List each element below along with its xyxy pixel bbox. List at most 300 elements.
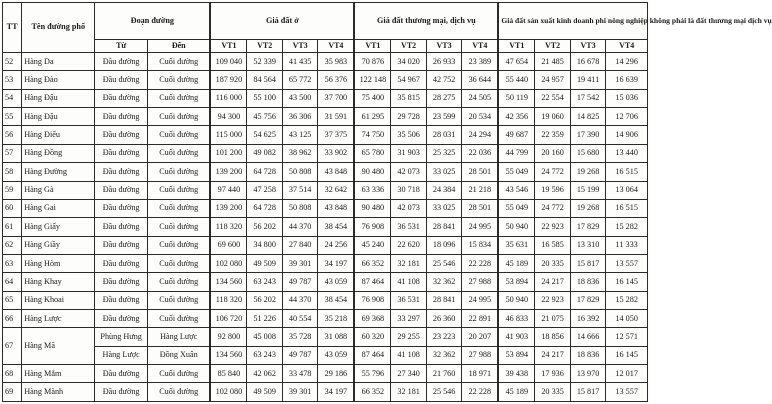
residential-vt3-cell: 50 808 bbox=[282, 163, 317, 181]
nonagri-vt1-cell: 50 940 bbox=[498, 291, 535, 309]
nonagri-vt3-cell: 17 829 bbox=[570, 291, 605, 309]
commercial-vt3-cell: 21 760 bbox=[426, 365, 461, 383]
nonagri-vt3-cell: 17 390 bbox=[570, 126, 605, 144]
street-name: Hàng Đậu bbox=[22, 89, 95, 107]
residential-vt1-cell: 102 080 bbox=[210, 254, 247, 272]
table-row bbox=[3, 163, 648, 181]
table-body bbox=[3, 53, 648, 402]
nonagri-vt1-cell: 39 438 bbox=[498, 365, 535, 383]
segment-from: Đầu đường bbox=[95, 126, 148, 144]
nonagri-vt1-cell: 42 356 bbox=[498, 108, 535, 126]
residential-vt4-cell: 37 375 bbox=[318, 126, 355, 144]
nonagri-vt2-cell: 20 160 bbox=[535, 144, 570, 162]
nonagri-vt4-cell: 16 639 bbox=[606, 71, 648, 89]
commercial-vt1-cell: 90 480 bbox=[354, 199, 391, 217]
nonagri-vt1-cell: 43 546 bbox=[498, 181, 535, 199]
street-name: Hàng Khay bbox=[22, 273, 95, 291]
table-row bbox=[3, 236, 648, 254]
commercial-vt2-cell: 35 815 bbox=[391, 89, 426, 107]
nonagri-vt3-cell: 18 836 bbox=[570, 273, 605, 291]
commercial-vt3-cell: 26 360 bbox=[426, 310, 461, 328]
header-vt1: VT1 bbox=[498, 40, 535, 53]
table-row bbox=[3, 328, 648, 346]
nonagri-vt3-cell: 15 680 bbox=[570, 144, 605, 162]
segment-to: Cuối đường bbox=[148, 383, 211, 402]
commercial-vt1-cell: 122 148 bbox=[354, 71, 391, 89]
commercial-vt2-cell: 22 620 bbox=[391, 236, 426, 254]
segment-from: Đầu đường bbox=[95, 236, 148, 254]
table-row bbox=[3, 89, 648, 107]
commercial-vt1-cell: 76 908 bbox=[354, 291, 391, 309]
header-commercial-price: Giá đất thương mại, dịch vụ bbox=[354, 3, 498, 40]
commercial-vt2-cell: 36 531 bbox=[391, 218, 426, 236]
street-name: Hàng Mắm bbox=[22, 365, 95, 383]
commercial-vt3-cell: 28 275 bbox=[426, 89, 461, 107]
segment-to: Cuối đường bbox=[148, 218, 211, 236]
commercial-vt4-cell: 27 988 bbox=[462, 346, 499, 364]
commercial-vt3-cell: 32 362 bbox=[426, 346, 461, 364]
commercial-vt1-cell: 69 368 bbox=[354, 310, 391, 328]
residential-vt4-cell: 35 983 bbox=[318, 53, 355, 71]
nonagri-vt1-cell: 53 894 bbox=[498, 273, 535, 291]
commercial-vt1-cell: 61 295 bbox=[354, 108, 391, 126]
residential-vt4-cell: 37 700 bbox=[318, 89, 355, 107]
segment-to: Cuối đường bbox=[148, 108, 211, 126]
residential-vt2-cell: 64 728 bbox=[247, 163, 282, 181]
header-vt3: VT3 bbox=[282, 40, 317, 53]
header-vt2: VT2 bbox=[247, 40, 282, 53]
residential-vt3-cell: 39 301 bbox=[282, 383, 317, 402]
nonagri-vt4-cell: 13 440 bbox=[606, 144, 648, 162]
commercial-vt1-cell: 70 876 bbox=[354, 53, 391, 71]
residential-vt1-cell: 85 840 bbox=[210, 365, 247, 383]
commercial-vt2-cell: 33 297 bbox=[391, 310, 426, 328]
commercial-vt4-cell: 22 891 bbox=[462, 310, 499, 328]
segment-from: Đầu đường bbox=[95, 383, 148, 402]
table-row bbox=[3, 108, 648, 126]
nonagri-vt3-cell: 15 817 bbox=[570, 254, 605, 272]
street-name: Hàng Lược bbox=[22, 310, 95, 328]
header-vt2: VT2 bbox=[535, 40, 570, 53]
header-street-name: Tên đường phố bbox=[22, 3, 95, 53]
commercial-vt1-cell: 45 240 bbox=[354, 236, 391, 254]
nonagri-vt2-cell: 24 772 bbox=[535, 163, 570, 181]
residential-vt2-cell: 49 082 bbox=[247, 144, 282, 162]
residential-vt3-cell: 43 500 bbox=[282, 89, 317, 107]
nonagri-vt3-cell: 13 970 bbox=[570, 365, 605, 383]
commercial-vt1-cell: 66 352 bbox=[354, 254, 391, 272]
row-number: 66 bbox=[3, 310, 22, 328]
commercial-vt1-cell: 87 464 bbox=[354, 346, 391, 364]
nonagri-vt2-cell: 24 217 bbox=[535, 346, 570, 364]
residential-vt1-cell: 92 800 bbox=[210, 328, 247, 346]
table-row bbox=[3, 126, 648, 144]
commercial-vt4-cell: 18 971 bbox=[462, 365, 499, 383]
nonagri-vt4-cell: 16 515 bbox=[606, 163, 648, 181]
table-row bbox=[3, 181, 648, 199]
residential-vt3-cell: 33 478 bbox=[282, 365, 317, 383]
nonagri-vt1-cell: 50 940 bbox=[498, 218, 535, 236]
nonagri-vt1-cell: 46 833 bbox=[498, 310, 535, 328]
segment-to: Cuối đường bbox=[148, 310, 211, 328]
nonagri-vt3-cell: 15 817 bbox=[570, 383, 605, 402]
segment-to: Cuối đường bbox=[148, 181, 211, 199]
residential-vt3-cell: 50 808 bbox=[282, 199, 317, 217]
street-name: Hàng Giầy bbox=[22, 236, 95, 254]
residential-vt1-cell: 101 200 bbox=[210, 144, 247, 162]
residential-vt1-cell: 134 560 bbox=[210, 346, 247, 364]
nonagri-vt1-cell: 35 631 bbox=[498, 236, 535, 254]
commercial-vt1-cell: 63 336 bbox=[354, 181, 391, 199]
nonagri-vt2-cell: 19 060 bbox=[535, 108, 570, 126]
residential-vt3-cell: 37 514 bbox=[282, 181, 317, 199]
segment-to: Hàng Lược bbox=[148, 328, 211, 346]
segment-from: Đầu đường bbox=[95, 53, 148, 71]
commercial-vt3-cell: 28 841 bbox=[426, 291, 461, 309]
residential-vt4-cell: 24 256 bbox=[318, 236, 355, 254]
segment-from: Đầu đường bbox=[95, 199, 148, 217]
residential-vt2-cell: 47 258 bbox=[247, 181, 282, 199]
commercial-vt2-cell: 29 255 bbox=[391, 328, 426, 346]
segment-to: Cuối đường bbox=[148, 199, 211, 217]
commercial-vt3-cell: 33 025 bbox=[426, 163, 461, 181]
commercial-vt2-cell: 36 531 bbox=[391, 291, 426, 309]
residential-vt4-cell: 43 059 bbox=[318, 273, 355, 291]
nonagri-vt1-cell: 44 799 bbox=[498, 144, 535, 162]
nonagri-vt2-cell: 16 585 bbox=[535, 236, 570, 254]
segment-from: Đầu đường bbox=[95, 108, 148, 126]
segment-from: Đầu đường bbox=[95, 365, 148, 383]
segment-from: Đầu đường bbox=[95, 144, 148, 162]
commercial-vt1-cell: 66 352 bbox=[354, 383, 391, 402]
residential-vt4-cell: 34 197 bbox=[318, 383, 355, 402]
commercial-vt2-cell: 34 020 bbox=[391, 53, 426, 71]
header-vt3: VT3 bbox=[570, 40, 605, 53]
residential-vt4-cell: 31 591 bbox=[318, 108, 355, 126]
street-name: Hàng Hòm bbox=[22, 254, 95, 272]
commercial-vt1-cell: 75 400 bbox=[354, 89, 391, 107]
residential-vt3-cell: 65 772 bbox=[282, 71, 317, 89]
residential-vt3-cell: 44 370 bbox=[282, 218, 317, 236]
residential-vt1-cell: 187 920 bbox=[210, 71, 247, 89]
row-number: 52 bbox=[3, 53, 22, 71]
nonagri-vt3-cell: 14 825 bbox=[570, 108, 605, 126]
nonagri-vt4-cell: 14 906 bbox=[606, 126, 648, 144]
header-vt2: VT2 bbox=[391, 40, 426, 53]
commercial-vt4-cell: 15 834 bbox=[462, 236, 499, 254]
nonagri-vt2-cell: 22 923 bbox=[535, 218, 570, 236]
header-vt1: VT1 bbox=[210, 40, 247, 53]
header-from: Từ bbox=[95, 40, 148, 53]
nonagri-vt3-cell: 17 542 bbox=[570, 89, 605, 107]
residential-vt3-cell: 35 728 bbox=[282, 328, 317, 346]
residential-vt4-cell: 34 197 bbox=[318, 254, 355, 272]
residential-vt4-cell: 56 376 bbox=[318, 71, 355, 89]
commercial-vt4-cell: 22 228 bbox=[462, 383, 499, 402]
residential-vt2-cell: 54 625 bbox=[247, 126, 282, 144]
commercial-vt2-cell: 30 718 bbox=[391, 181, 426, 199]
commercial-vt4-cell: 28 501 bbox=[462, 163, 499, 181]
commercial-vt4-cell: 36 644 bbox=[462, 71, 499, 89]
commercial-vt3-cell: 18 096 bbox=[426, 236, 461, 254]
residential-vt2-cell: 51 226 bbox=[247, 310, 282, 328]
commercial-vt2-cell: 27 340 bbox=[391, 365, 426, 383]
nonagri-vt4-cell: 11 333 bbox=[606, 236, 648, 254]
residential-vt4-cell: 38 454 bbox=[318, 291, 355, 309]
residential-vt4-cell: 38 454 bbox=[318, 218, 355, 236]
segment-from: Phùng Hưng bbox=[95, 328, 148, 346]
nonagri-vt2-cell: 24 957 bbox=[535, 71, 570, 89]
commercial-vt4-cell: 20 207 bbox=[462, 328, 499, 346]
segment-from: Đầu đường bbox=[95, 291, 148, 309]
residential-vt2-cell: 63 243 bbox=[247, 273, 282, 291]
nonagri-vt3-cell: 19 268 bbox=[570, 163, 605, 181]
table-row bbox=[3, 273, 648, 291]
residential-vt4-cell: 31 088 bbox=[318, 328, 355, 346]
nonagri-vt1-cell: 55 440 bbox=[498, 71, 535, 89]
segment-from: Đầu đường bbox=[95, 163, 148, 181]
street-name: Hàng Đồng bbox=[22, 144, 95, 162]
row-number: 58 bbox=[3, 163, 22, 181]
nonagri-vt2-cell: 22 923 bbox=[535, 291, 570, 309]
commercial-vt2-cell: 35 506 bbox=[391, 126, 426, 144]
residential-vt2-cell: 45 008 bbox=[247, 328, 282, 346]
table-row bbox=[3, 218, 648, 236]
nonagri-vt4-cell: 14 296 bbox=[606, 53, 648, 71]
street-name: Hàng Giấy bbox=[22, 218, 95, 236]
nonagri-vt4-cell: 12 706 bbox=[606, 108, 648, 126]
row-number: 62 bbox=[3, 236, 22, 254]
residential-vt3-cell: 40 554 bbox=[282, 310, 317, 328]
row-number: 55 bbox=[3, 108, 22, 126]
commercial-vt1-cell: 65 780 bbox=[354, 144, 391, 162]
commercial-vt3-cell: 26 933 bbox=[426, 53, 461, 71]
table-row bbox=[3, 71, 648, 89]
nonagri-vt2-cell: 24 772 bbox=[535, 199, 570, 217]
commercial-vt3-cell: 33 025 bbox=[426, 199, 461, 217]
street-name: Hàng Điếu bbox=[22, 126, 95, 144]
commercial-vt3-cell: 32 362 bbox=[426, 273, 461, 291]
commercial-vt3-cell: 42 752 bbox=[426, 71, 461, 89]
residential-vt2-cell: 49 509 bbox=[247, 383, 282, 402]
nonagri-vt4-cell: 16 145 bbox=[606, 346, 648, 364]
residential-vt3-cell: 38 962 bbox=[282, 144, 317, 162]
commercial-vt4-cell: 22 036 bbox=[462, 144, 499, 162]
row-number: 56 bbox=[3, 126, 22, 144]
residential-vt2-cell: 56 202 bbox=[247, 218, 282, 236]
table-header bbox=[3, 3, 772, 53]
nonagri-vt1-cell: 53 894 bbox=[498, 346, 535, 364]
row-number: 61 bbox=[3, 218, 22, 236]
residential-vt3-cell: 36 306 bbox=[282, 108, 317, 126]
table-row bbox=[3, 346, 648, 364]
commercial-vt4-cell: 24 995 bbox=[462, 218, 499, 236]
nonagri-vt3-cell: 19 268 bbox=[570, 199, 605, 217]
residential-vt3-cell: 49 787 bbox=[282, 273, 317, 291]
nonagri-vt3-cell: 15 199 bbox=[570, 181, 605, 199]
segment-from: Đầu đường bbox=[95, 89, 148, 107]
residential-vt3-cell: 41 435 bbox=[282, 53, 317, 71]
nonagri-vt1-cell: 49 687 bbox=[498, 126, 535, 144]
residential-vt3-cell: 44 370 bbox=[282, 291, 317, 309]
nonagri-vt1-cell: 47 654 bbox=[498, 53, 535, 71]
commercial-vt3-cell: 25 325 bbox=[426, 144, 461, 162]
nonagri-vt4-cell: 13 557 bbox=[606, 383, 648, 402]
residential-vt3-cell: 43 125 bbox=[282, 126, 317, 144]
residential-vt2-cell: 84 564 bbox=[247, 71, 282, 89]
nonagri-vt4-cell: 15 282 bbox=[606, 218, 648, 236]
street-name: Hàng Khoai bbox=[22, 291, 95, 309]
residential-vt1-cell: 116 000 bbox=[210, 89, 247, 107]
nonagri-vt4-cell: 12 017 bbox=[606, 365, 648, 383]
residential-vt4-cell: 43 848 bbox=[318, 199, 355, 217]
residential-vt2-cell: 63 243 bbox=[247, 346, 282, 364]
nonagri-vt4-cell: 16 515 bbox=[606, 199, 648, 217]
residential-vt2-cell: 49 509 bbox=[247, 254, 282, 272]
commercial-vt4-cell: 24 995 bbox=[462, 291, 499, 309]
row-number: 64 bbox=[3, 273, 22, 291]
segment-to: Cuối đường bbox=[148, 71, 211, 89]
row-number: 67 bbox=[3, 328, 22, 365]
residential-vt1-cell: 115 000 bbox=[210, 126, 247, 144]
table-row bbox=[3, 199, 648, 217]
commercial-vt3-cell: 28 031 bbox=[426, 126, 461, 144]
nonagri-vt4-cell: 16 145 bbox=[606, 273, 648, 291]
header-vt4: VT4 bbox=[462, 40, 499, 53]
residential-vt1-cell: 139 200 bbox=[210, 199, 247, 217]
nonagri-vt3-cell: 17 829 bbox=[570, 218, 605, 236]
segment-to: Cuối đường bbox=[148, 163, 211, 181]
table-row bbox=[3, 53, 648, 71]
nonagri-vt2-cell: 17 936 bbox=[535, 365, 570, 383]
segment-to: Cuối đường bbox=[148, 126, 211, 144]
residential-vt3-cell: 27 840 bbox=[282, 236, 317, 254]
row-number: 57 bbox=[3, 144, 22, 162]
table-row bbox=[3, 144, 648, 162]
residential-vt2-cell: 56 202 bbox=[247, 291, 282, 309]
segment-to: Cuối đường bbox=[148, 89, 211, 107]
commercial-vt4-cell: 23 389 bbox=[462, 53, 499, 71]
row-number: 63 bbox=[3, 254, 22, 272]
commercial-vt3-cell: 24 384 bbox=[426, 181, 461, 199]
header-tt: TT bbox=[3, 3, 22, 53]
segment-from: Đầu đường bbox=[95, 181, 148, 199]
commercial-vt2-cell: 42 073 bbox=[391, 163, 426, 181]
commercial-vt1-cell: 87 464 bbox=[354, 273, 391, 291]
nonagri-vt4-cell: 12 571 bbox=[606, 328, 648, 346]
commercial-vt2-cell: 32 181 bbox=[391, 383, 426, 402]
residential-vt3-cell: 39 301 bbox=[282, 254, 317, 272]
nonagri-vt1-cell: 41 903 bbox=[498, 328, 535, 346]
nonagri-vt4-cell: 15 282 bbox=[606, 291, 648, 309]
residential-vt1-cell: 102 080 bbox=[210, 383, 247, 402]
residential-vt4-cell: 43 848 bbox=[318, 163, 355, 181]
residential-vt4-cell: 35 218 bbox=[318, 310, 355, 328]
segment-from: Đầu đường bbox=[95, 254, 148, 272]
commercial-vt2-cell: 29 728 bbox=[391, 108, 426, 126]
table-row bbox=[3, 291, 648, 309]
nonagri-vt1-cell: 55 049 bbox=[498, 163, 535, 181]
nonagri-vt1-cell: 45 189 bbox=[498, 254, 535, 272]
segment-from: Hàng Lược bbox=[95, 346, 148, 364]
commercial-vt3-cell: 28 841 bbox=[426, 218, 461, 236]
row-number: 54 bbox=[3, 89, 22, 107]
commercial-vt2-cell: 41 108 bbox=[391, 346, 426, 364]
nonagri-vt3-cell: 14 666 bbox=[570, 328, 605, 346]
segment-from: Đầu đường bbox=[95, 310, 148, 328]
street-name: Hàng Gai bbox=[22, 199, 95, 217]
land-price-table bbox=[2, 2, 772, 402]
segment-from: Đầu đường bbox=[95, 273, 148, 291]
commercial-vt4-cell: 21 218 bbox=[462, 181, 499, 199]
table-row bbox=[3, 383, 648, 402]
row-number: 68 bbox=[3, 365, 22, 383]
segment-to: Cuối đường bbox=[148, 144, 211, 162]
segment-to: Cuối đường bbox=[148, 53, 211, 71]
nonagri-vt4-cell: 14 050 bbox=[606, 310, 648, 328]
street-name: Hàng Đào bbox=[22, 71, 95, 89]
row-number: 60 bbox=[3, 199, 22, 217]
commercial-vt3-cell: 25 546 bbox=[426, 383, 461, 402]
nonagri-vt4-cell: 13 557 bbox=[606, 254, 648, 272]
commercial-vt2-cell: 54 967 bbox=[391, 71, 426, 89]
segment-to: Cuối đường bbox=[148, 254, 211, 272]
residential-vt1-cell: 106 720 bbox=[210, 310, 247, 328]
commercial-vt1-cell: 90 480 bbox=[354, 163, 391, 181]
commercial-vt2-cell: 41 108 bbox=[391, 273, 426, 291]
row-number: 53 bbox=[3, 71, 22, 89]
residential-vt1-cell: 94 300 bbox=[210, 108, 247, 126]
nonagri-vt4-cell: 13 064 bbox=[606, 181, 648, 199]
header-segment: Đoạn đường bbox=[95, 3, 211, 40]
table-row bbox=[3, 310, 648, 328]
nonagri-vt1-cell: 55 049 bbox=[498, 199, 535, 217]
commercial-vt4-cell: 20 534 bbox=[462, 108, 499, 126]
commercial-vt1-cell: 76 908 bbox=[354, 218, 391, 236]
street-name: Hàng Đường bbox=[22, 163, 95, 181]
nonagri-vt2-cell: 20 335 bbox=[535, 383, 570, 402]
residential-vt4-cell: 33 902 bbox=[318, 144, 355, 162]
residential-vt2-cell: 52 339 bbox=[247, 53, 282, 71]
residential-vt3-cell: 49 787 bbox=[282, 346, 317, 364]
residential-vt1-cell: 139 200 bbox=[210, 163, 247, 181]
residential-vt4-cell: 32 642 bbox=[318, 181, 355, 199]
nonagri-vt2-cell: 21 485 bbox=[535, 53, 570, 71]
segment-to: Đồng Xuân bbox=[148, 346, 211, 364]
street-name: Hàng Mành bbox=[22, 383, 95, 402]
nonagri-vt3-cell: 16 678 bbox=[570, 53, 605, 71]
residential-vt1-cell: 118 320 bbox=[210, 218, 247, 236]
residential-vt1-cell: 109 040 bbox=[210, 53, 247, 71]
commercial-vt4-cell: 27 988 bbox=[462, 273, 499, 291]
nonagri-vt4-cell: 15 036 bbox=[606, 89, 648, 107]
nonagri-vt1-cell: 50 119 bbox=[498, 89, 535, 107]
residential-vt2-cell: 55 100 bbox=[247, 89, 282, 107]
nonagri-vt3-cell: 18 836 bbox=[570, 346, 605, 364]
header-nonagricultural-price: Giá đất sản xuất kinh doanh phi nông nghiệp không phải là đất thương mại dịch vụ bbox=[498, 3, 647, 40]
segment-to: Cuối đường bbox=[148, 236, 211, 254]
commercial-vt3-cell: 25 546 bbox=[426, 254, 461, 272]
street-name: Hàng Da bbox=[22, 53, 95, 71]
segment-to: Cuối đường bbox=[148, 291, 211, 309]
residential-vt1-cell: 69 600 bbox=[210, 236, 247, 254]
nonagri-vt2-cell: 18 856 bbox=[535, 328, 570, 346]
commercial-vt4-cell: 24 294 bbox=[462, 126, 499, 144]
table-row bbox=[3, 254, 648, 272]
row-number: 59 bbox=[3, 181, 22, 199]
segment-to: Cuối đường bbox=[148, 365, 211, 383]
commercial-vt3-cell: 23 599 bbox=[426, 108, 461, 126]
